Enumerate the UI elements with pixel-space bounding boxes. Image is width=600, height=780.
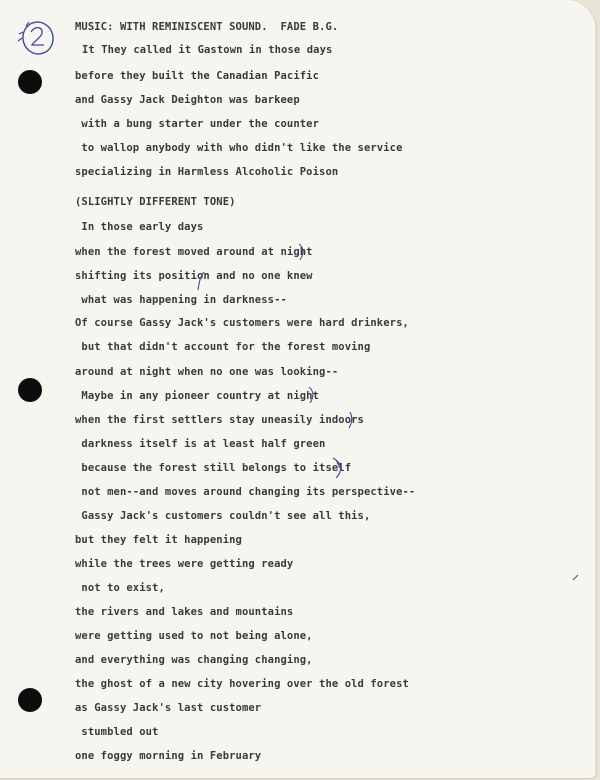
text-line: around at night when no one was looking-- <box>75 366 339 378</box>
text-line: as Gassy Jack's last customer <box>75 702 262 714</box>
pen-tick-mark <box>306 385 318 405</box>
text-line: because the forest still belongs to itself <box>75 462 352 474</box>
text-line: when the forest moved around at night <box>75 246 313 258</box>
text-line: were getting used to not being alone, <box>75 630 313 642</box>
pen-dot-mark <box>571 572 581 582</box>
text-line: not men--and moves around changing its perspective-- <box>75 486 416 498</box>
text-line: shifting its position and no one knew <box>75 270 313 282</box>
text-line: darkness itself is at least half green <box>75 438 326 450</box>
pen-tick-mark <box>330 456 346 480</box>
pen-tick-mark <box>195 270 207 292</box>
text-line: while the trees were getting ready <box>75 558 294 570</box>
text-line: stumbled out <box>75 726 159 738</box>
text-line: when the first settlers stay uneasily indoors <box>75 414 364 426</box>
text-line: Maybe in any pioneer country at night <box>75 390 320 402</box>
text-line: Of course Gassy Jack's customers were hard drinkers, <box>75 317 409 329</box>
text-line: to wallop anybody with who didn't like the service <box>75 142 403 154</box>
text-line: what was happening in darkness-- <box>75 294 287 306</box>
document-heading: MUSIC: WITH REMINISCENT SOUND. FADE B.G. <box>75 21 339 33</box>
text-line: It They called it Gastown in those days <box>82 44 333 56</box>
text-line: but they felt it happening <box>75 534 242 546</box>
text-line: not to exist, <box>75 582 165 594</box>
text-line: specializing in Harmless Alcoholic Poison <box>75 166 339 178</box>
text-line: In those early days <box>75 221 204 233</box>
stage-direction: (SLIGHTLY DIFFERENT TONE) <box>75 196 236 208</box>
text-line: and everything was changing changing, <box>75 654 313 666</box>
pen-tick-mark <box>345 410 357 430</box>
text-line: the rivers and lakes and mountains <box>75 606 294 618</box>
text-line: Gassy Jack's customers couldn't see all this, <box>75 510 371 522</box>
text-line: and Gassy Jack Deighton was barkeep <box>75 94 300 106</box>
text-line: one foggy morning in February <box>75 750 262 762</box>
text-line: before they built the Canadian Pacific <box>75 70 320 82</box>
pen-tick-mark <box>296 242 308 262</box>
text-line: with a bung starter under the counter <box>75 118 320 130</box>
text-line: the ghost of a new city hovering over the old forest <box>75 678 409 690</box>
text-line: but that didn't account for the forest moving <box>75 341 371 353</box>
